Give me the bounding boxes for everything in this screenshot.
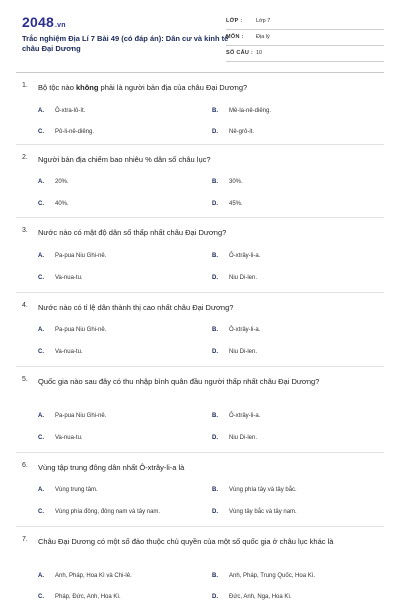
option-b[interactable] — [212, 108, 271, 114]
option-b[interactable] — [212, 179, 243, 185]
option-letter: C. — [38, 201, 44, 207]
option-text: Ô-xtra-lô-ít. — [55, 108, 86, 114]
question-divider — [16, 292, 384, 293]
option-text: Va-nua-tu. — [55, 435, 83, 441]
question-text: Châu Đại Dương có một số đảo thuộc chủ quyền của một số quốc gia ở châu lục khác là — [38, 537, 334, 546]
option-c[interactable] — [38, 275, 83, 281]
option-text: Va-nua-tu. — [55, 349, 83, 355]
question-text: Quốc gia nào sau đây có thu nhập bình quân đầu người thấp nhất châu Đại Dương? — [38, 377, 320, 386]
meta-row-class — [226, 14, 384, 30]
option-letter: B. — [212, 327, 218, 333]
question-divider — [16, 366, 384, 367]
meta-row-count — [226, 46, 384, 62]
option-c[interactable] — [38, 129, 94, 135]
question-divider — [16, 526, 384, 527]
option-text: Vùng phía tây và tây bắc. — [229, 487, 297, 493]
option-text: Vùng trung tâm. — [55, 487, 98, 493]
option-letter: B. — [212, 573, 218, 579]
question-number: 7. — [22, 536, 28, 543]
option-text: 45%. — [229, 201, 243, 207]
question-text-bold: không — [75, 83, 99, 92]
option-text: Pháp, Đức, Anh, Hoa Kì. — [55, 594, 121, 600]
question-number: 4. — [22, 302, 28, 309]
option-letter: B. — [212, 487, 218, 493]
question-number: 5. — [22, 376, 28, 383]
meta-key: MÔN : — [226, 34, 244, 40]
option-c[interactable] — [38, 594, 121, 600]
option-letter: C. — [38, 594, 44, 600]
option-text: Đức, Anh, Nga, Hoa Kì. — [229, 594, 292, 600]
option-c[interactable] — [38, 349, 83, 355]
meta-row-subject — [226, 30, 384, 46]
question-text-part: Bộ tộc nào — [38, 83, 76, 92]
option-letter: D. — [212, 129, 218, 135]
option-text: Niu Di-len. — [229, 435, 258, 441]
option-letter: B. — [212, 413, 218, 419]
option-d[interactable] — [212, 509, 297, 515]
option-text: Ô-xtrây-li-a. — [229, 327, 261, 333]
option-letter: A. — [38, 253, 44, 259]
meta-value: 10 — [256, 50, 263, 56]
site-logo[interactable] — [22, 14, 66, 30]
option-letter: C. — [38, 275, 44, 281]
question-text: Người bản địa chiếm bao nhiêu % dân số châu lục? — [38, 155, 211, 164]
option-text: 40%. — [55, 201, 69, 207]
option-text: Ô-xtrây-li-a. — [229, 253, 261, 259]
option-letter: A. — [38, 108, 44, 114]
meta-key: SỐ CÂU : — [226, 50, 254, 56]
question-divider — [16, 452, 384, 453]
page-title: Trắc nghiệm Địa Lí 7 Bài 49 (có đáp án): Dân cư và kinh tế châu Đại Dương — [22, 34, 229, 53]
option-text: Anh, Pháp, Hoa Kì và Chi-lê. — [55, 573, 132, 579]
option-letter: A. — [38, 487, 44, 493]
question-text: Vùng tập trung đông dân nhất Ô-xtrây-li-a là — [38, 463, 185, 472]
meta-key: LỚP : — [226, 18, 243, 24]
meta-value: Địa lý — [256, 34, 270, 40]
option-b[interactable] — [212, 327, 260, 333]
option-text: Pô-li-nê-diêng. — [55, 129, 95, 135]
option-text: Ô-xtrây-li-a. — [229, 413, 261, 419]
option-text: Va-nua-tu. — [55, 275, 83, 281]
option-letter: B. — [212, 253, 218, 259]
option-b[interactable] — [212, 413, 260, 419]
option-text: Vùng phía đông, đông nam và tây nam. — [55, 509, 161, 515]
option-letter: A. — [38, 573, 44, 579]
question-number: 1. — [22, 82, 28, 89]
question-number: 3. — [22, 227, 28, 234]
option-b[interactable] — [212, 573, 315, 579]
option-text: Nê-grô-it. — [229, 129, 255, 135]
option-c[interactable] — [38, 201, 69, 207]
option-text: 30%. — [229, 179, 243, 185]
logo-text: 2048 — [22, 14, 54, 30]
option-text: Niu Di-len. — [229, 349, 258, 355]
question-text: Nước nào có tỉ lệ dân thành thị cao nhất châu Đại Dương? — [38, 303, 234, 312]
option-a[interactable] — [38, 573, 132, 579]
option-letter: A. — [38, 327, 44, 333]
option-c[interactable] — [38, 435, 83, 441]
question-number: 6. — [22, 462, 28, 469]
option-d[interactable] — [212, 201, 243, 207]
option-d[interactable] — [212, 275, 257, 281]
option-letter: D. — [212, 349, 218, 355]
option-a[interactable] — [38, 179, 69, 185]
meta-box — [226, 14, 384, 62]
option-letter: C. — [38, 129, 44, 135]
option-letter: A. — [38, 179, 44, 185]
option-text: Pa-pua Niu Ghi-nê. — [55, 327, 107, 333]
option-a[interactable] — [38, 108, 85, 114]
option-letter: C. — [38, 349, 44, 355]
option-a[interactable] — [38, 253, 106, 259]
option-letter: D. — [212, 435, 218, 441]
option-text: Pa-pua Niu Ghi-nê. — [55, 413, 107, 419]
option-c[interactable] — [38, 509, 160, 515]
question-divider — [16, 217, 384, 218]
option-letter: A. — [38, 413, 44, 419]
question-number: 2. — [22, 154, 28, 161]
option-text: Vùng tây bắc và tây nam. — [229, 509, 297, 515]
option-letter: B. — [212, 179, 218, 185]
option-d[interactable] — [212, 594, 292, 600]
logo-tld: .vn — [54, 22, 66, 29]
meta-value: Lớp 7 — [256, 18, 271, 24]
option-letter: C. — [38, 509, 44, 515]
option-letter: D. — [212, 201, 218, 207]
option-text: Anh, Pháp, Trung Quốc, Hoa Kì. — [229, 573, 316, 579]
option-d[interactable] — [212, 435, 257, 441]
option-letter: D. — [212, 275, 218, 281]
option-a[interactable] — [38, 413, 106, 419]
option-text: Niu Di-len. — [229, 275, 258, 281]
header-divider — [16, 72, 384, 73]
page-header — [0, 0, 400, 72]
option-text: Pa-pua Niu Ghi-nê. — [55, 253, 107, 259]
option-letter: D. — [212, 594, 218, 600]
question-text-part: phải là người bản địa của châu Đại Dương? — [98, 83, 248, 92]
question-text — [38, 82, 378, 94]
option-text: 20%. — [55, 179, 69, 185]
option-d[interactable] — [212, 349, 257, 355]
option-a[interactable] — [38, 487, 98, 493]
option-letter: C. — [38, 435, 44, 441]
option-letter: B. — [212, 108, 218, 114]
option-a[interactable] — [38, 327, 106, 333]
option-text: Mê-la-nê-diêng. — [229, 108, 272, 114]
option-b[interactable] — [212, 487, 297, 493]
question-divider — [16, 144, 384, 145]
question-text: Nước nào có mật độ dân số thấp nhất châu Đại Dương? — [38, 228, 227, 237]
option-letter: D. — [212, 509, 218, 515]
option-d[interactable] — [212, 129, 254, 135]
option-b[interactable] — [212, 253, 260, 259]
